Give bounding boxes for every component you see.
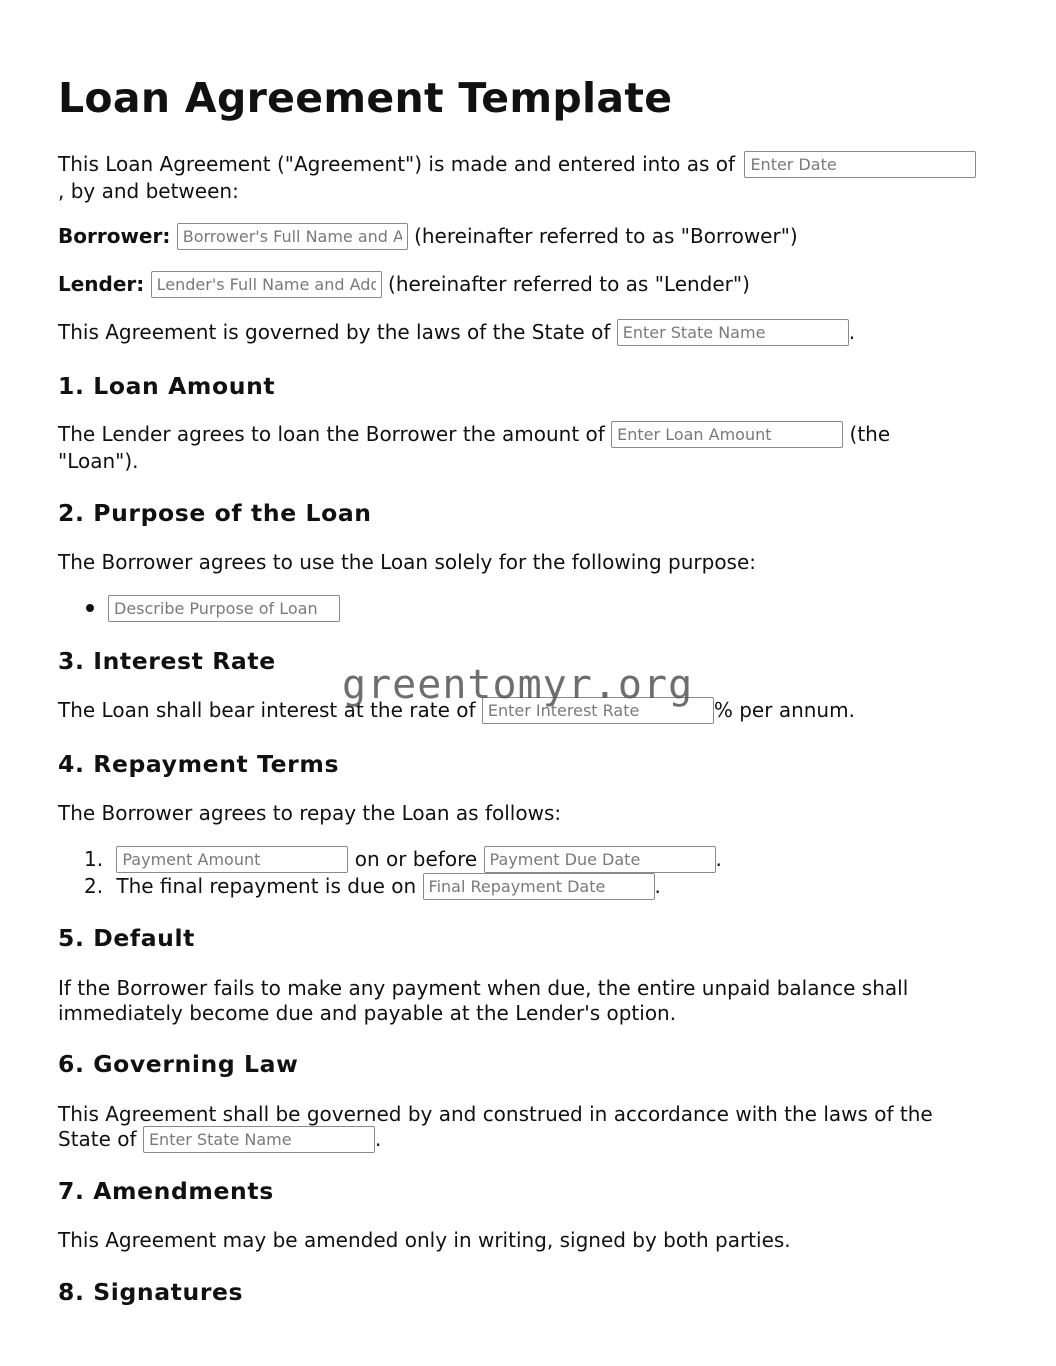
watermark-text: greentomyr.org	[342, 662, 694, 708]
governing-intro-text: This Agreement is governed by the laws of the State of	[58, 320, 611, 344]
repayment-item-1-mid: on or before	[354, 847, 478, 871]
lender-label: Lender:	[58, 272, 145, 296]
section-heading-interest: 3. Interest Rate	[58, 647, 276, 675]
section-heading-amendments: 7. Amendments	[58, 1177, 274, 1205]
payment-due-date-input[interactable]	[484, 846, 716, 873]
repayment-item-2-period: .	[654, 874, 661, 898]
final-repayment-date-input[interactable]	[423, 873, 655, 900]
governing-intro-period: .	[848, 320, 856, 344]
state-name-input[interactable]	[617, 319, 849, 346]
purpose-text: The Borrower agrees to use the Loan solely for the following purpose:	[58, 550, 757, 574]
borrower-line	[58, 224, 798, 251]
interest-text: The Loan shall bear interest at the rate of	[58, 698, 476, 722]
section-heading-loan-amount: 1. Loan Amount	[58, 372, 276, 400]
bullet-icon	[86, 604, 94, 612]
intro-line-2: , by and between:	[58, 179, 239, 203]
agreement-date-input[interactable]	[744, 151, 976, 178]
loan-amount-text: The Lender agrees to loan the Borrower the amount of	[58, 422, 605, 446]
intro-line	[58, 152, 976, 179]
list-number: 2.	[84, 874, 104, 898]
lender-suffix: (hereinafter referred to as "Lender")	[388, 272, 750, 296]
default-text-line-2: immediately become due and payable at the Lender's option.	[58, 1001, 677, 1025]
loan-amount-line-2: "Loan").	[58, 449, 139, 473]
repayment-text: The Borrower agrees to repay the Loan as follows:	[58, 801, 562, 825]
interest-suffix: % per annum.	[713, 698, 855, 722]
repayment-item-1	[84, 847, 722, 874]
loan-amount-line	[58, 422, 890, 449]
lender-name-input[interactable]	[151, 271, 382, 298]
page-title: Loan Agreement Template	[58, 74, 673, 122]
loan-amount-suffix: (the	[849, 422, 891, 446]
borrower-label: Borrower:	[58, 224, 171, 248]
section-heading-governing-law: 6. Governing Law	[58, 1050, 299, 1078]
payment-amount-input[interactable]	[116, 846, 348, 873]
section-heading-default: 5. Default	[58, 924, 196, 952]
borrower-name-input[interactable]	[177, 223, 408, 250]
borrower-suffix: (hereinafter referred to as "Borrower")	[414, 224, 798, 248]
loan-amount-input[interactable]	[611, 421, 843, 448]
default-text-line-1: If the Borrower fails to make any payment when due, the entire unpaid balance shall	[58, 976, 909, 1000]
governing-law-period: .	[374, 1127, 382, 1151]
governing-law-line-2	[58, 1127, 381, 1154]
section-heading-repayment: 4. Repayment Terms	[58, 750, 340, 778]
governing-intro-line	[58, 320, 855, 347]
governing-state-input[interactable]	[143, 1126, 375, 1153]
repayment-item-1-period: .	[715, 847, 722, 871]
repayment-item-2-text: The final repayment is due on	[116, 874, 417, 898]
section-heading-purpose: 2. Purpose of the Loan	[58, 499, 372, 527]
governing-law-text: State of	[58, 1127, 137, 1151]
repayment-item-2	[84, 874, 661, 901]
list-number: 1.	[84, 847, 104, 871]
amendments-text: This Agreement may be amended only in writing, signed by both parties.	[58, 1228, 791, 1252]
purpose-input[interactable]	[108, 595, 340, 622]
intro-text: This Loan Agreement ("Agreement") is made and entered into as of	[58, 152, 736, 176]
lender-line	[58, 272, 750, 299]
governing-law-line-1: This Agreement shall be governed by and construed in accordance with the laws of the	[58, 1102, 933, 1126]
purpose-list-item	[86, 596, 340, 623]
section-heading-signatures: 8. Signatures	[58, 1278, 244, 1306]
